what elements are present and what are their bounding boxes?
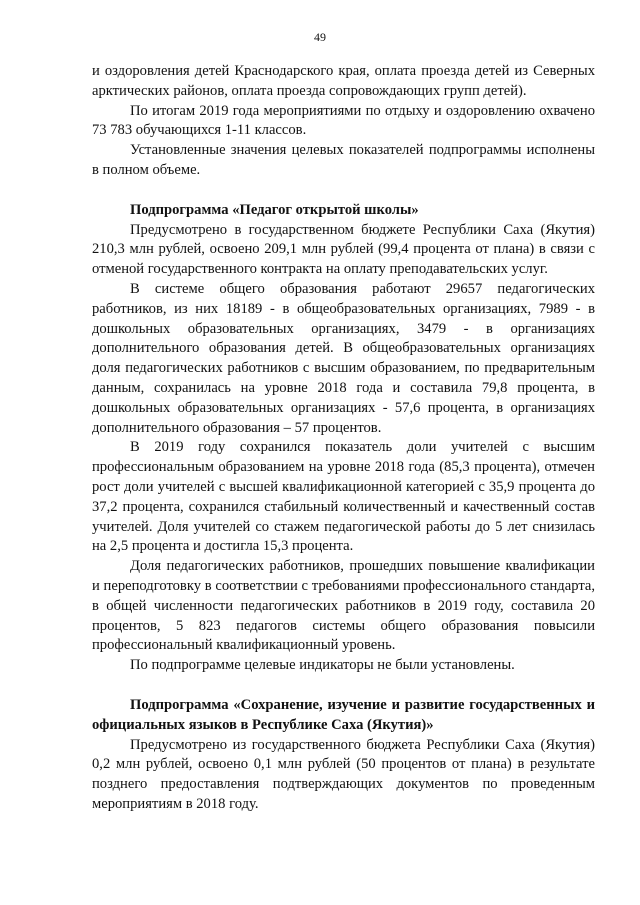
page-number: 49 [314,30,326,44]
paragraph-budget-languages: Предусмотрено из государственного бюджета Республики Саха (Якутия) 0,2 млн рублей, освоено 0,1 млн рублей (50 процентов от плана) в результате позднего предоставления подтверждающих документов по проведенным мероприятиям в 2018 году. [92,736,595,812]
heading-subprogram-languages: Подпрограмма «Сохранение, изучение и развитие государственных и официальных языков в Республике Саха (Якутия)» [92,696,595,733]
page-body [92,62,595,815]
paragraph-budget-open-school: Предусмотрено в государственном бюджете Республики Саха (Якутия) 210,3 млн рублей, освоено 209,1 млн рублей (99,4 процента от плана) в связи с отменой государственного контракта на оплату преподавательских услуг. [92,221,595,278]
paragraph-targets-fulfilled: Установленные значения целевых показателей подпрограммы исполнены в полном объеме. [92,142,595,178]
spacer [92,676,595,696]
paragraph-teaching-staff: В системе общего образования работают 29657 педагогических работников, из них 18189 - в общеобразовательных организациях, 7989 - в дошкольных образовательных организациях, 3479 - в организациях дополнительного образования детей. В общеобразовательных организациях доля педагогических работников с высшим образованием, по предварительным данным, сохранилась на уровне 2018 года и составила 79,8 процента, в дошкольных образовательных организациях - 57,6 процента, в организациях дополнительного образования – 57 процентов. [92,280,595,436]
heading-subprogram-open-school-teacher: Подпрограмма «Педагог открытой школы» [130,201,419,218]
paragraph-teacher-education-share: В 2019 году сохранился показатель доли учителей с высшим профессиональным образованием на уровне 2018 года (85,3 процента), отмечен рост доли учителей с высшей квалификационной категорией с 35,9 процента до 37,2 процента, сохранился стабильный количественный и качественный состав учителей. Доля учителей со стажем педагогической работы до 5 лет снизилась на 2,5 процента и достигла 15,3 процента. [92,439,595,555]
paragraph-rest-results: По итогам 2019 года мероприятиями по отдыху и оздоровлению охвачено 73 783 обучающихся 1-11 классов. [92,102,595,139]
paragraph-qualification-training: Доля педагогических работников, прошедших повышение квалификации и переподготовку в соответствии с требованиями профессионального стандарта, в общей численности педагогических работников в 2019 году, составила 20 процентов, 5 823 педагогов системы общего образования повысили профессиональный квалификационный уровень. [92,558,595,654]
paragraph-summer-rest-continuation: и оздоровления детей Краснодарского края, оплата проезда детей из Северных арктических районов, оплата проезда сопровождающих групп детей). [92,63,595,99]
paragraph-no-indicators: По подпрограмме целевые индикаторы не были установлены. [130,657,515,674]
spacer [92,181,595,201]
